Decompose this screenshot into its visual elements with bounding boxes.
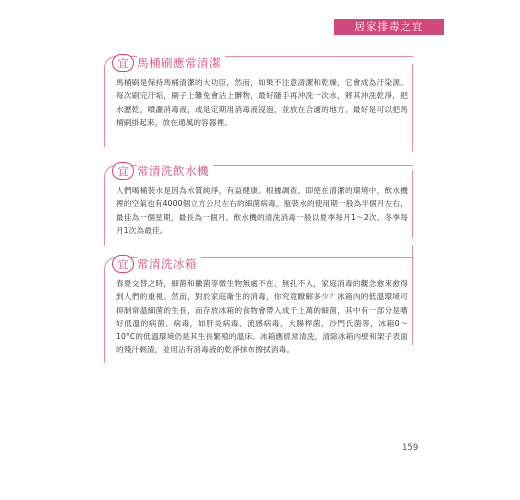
- section-title: 馬桶刷應常清潔: [137, 55, 225, 71]
- section-frame-right: [412, 245, 413, 345]
- section-title-row: [112, 255, 201, 273]
- yi-badge-icon: 宜: [112, 162, 134, 180]
- section-title-row: [112, 54, 225, 72]
- section-body: 春夏交替之時，細菌和黴菌等微生物無處不在、無孔不入，家庭消毒的觀念愈來愈得到人們的重視。然而，對於家庭衛生的消毒，你究竟瞭解多少？冰箱內的低溫環境可抑制常溫細菌的生長，而存放冰箱的食物會帶入成千上萬的細菌，其中有一部分是嗜好低溫的病菌、病毒，如肝炎病毒、流感病毒、大腸桿菌、沙門氏菌等，冰箱0～10°C的低溫環境仍是其生長繁殖的溫床。冰箱應經常清洗，清除冰箱內壁和架子表面的殘汁剩渣，並用沾有消毒液的乾淨抹布擦拭消毒。: [116, 279, 408, 355]
- section-body: 人們喝桶裝水是因為水質純淨，有益健康。根據調查，即使在清潔的環境中，飲水機裡的空氣也有4000個立方公尺左右的細菌病毒。瓶裝水的使用期一般為半個月左右，最佳為一個星期，最長為一個月，飲水機的清洗消毒一般以夏季每月1～2次、冬季每月1次為最佳。: [116, 186, 408, 235]
- section-title-row: [112, 162, 213, 180]
- section-title: 常清洗冰箱: [137, 256, 201, 272]
- section-body: 馬桶刷是保持馬桶清潔的大功臣，然而，如果不注意清潔和乾燥，它會成為汙染源。每次刷完汙垢，刷子上難免會沾上髒物，最好隨手再沖洗一次水，將其沖洗乾淨，把水瀝乾，噴灑消毒液，或是定期用消毒液浸泡，並放在合適的地方。最好是可以把馬桶刷掛起來，放在通風的容器裡。: [116, 78, 408, 127]
- yi-badge-icon: 宜: [112, 54, 134, 72]
- section-header-tag: 居家排毒之宜: [334, 19, 444, 35]
- section-title: 常清洗飲水機: [137, 163, 213, 179]
- section-frame-right: [412, 170, 413, 238]
- yi-badge-icon: 宜: [112, 255, 134, 273]
- section-frame-right: [412, 64, 413, 152]
- page-number: 159: [402, 443, 419, 453]
